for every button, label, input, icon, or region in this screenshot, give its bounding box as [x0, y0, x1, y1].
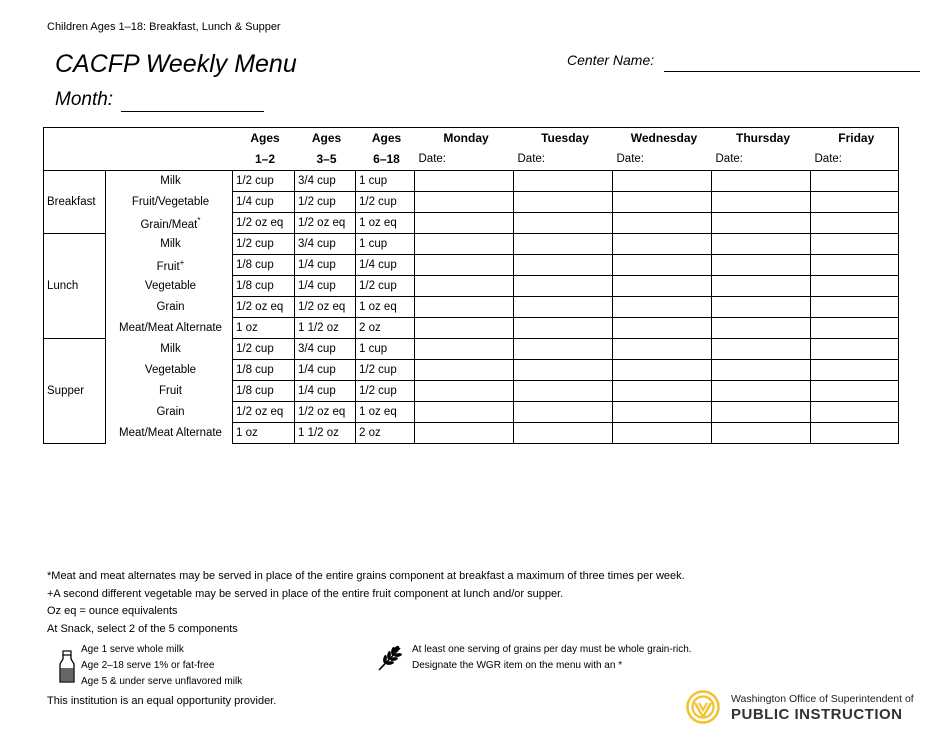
component-footnote-mark: +: [179, 257, 185, 267]
menu-entry-cell[interactable]: [613, 234, 712, 255]
day-name: Tuesday: [541, 131, 589, 145]
serving-size-cell: 3/4 cup: [295, 234, 356, 255]
component-name: Vegetable: [144, 364, 197, 376]
component-label: [106, 213, 233, 234]
table-header-row: [44, 128, 899, 171]
component-name: Meat/Meat Alternate: [119, 427, 222, 439]
component-label: [106, 339, 233, 360]
page-subtitle: Children Ages 1–18: Breakfast, Lunch & Supper: [47, 21, 281, 33]
component-label: [106, 192, 233, 213]
menu-entry-cell[interactable]: [712, 213, 811, 234]
age-header-top: Ages: [371, 131, 402, 145]
menu-entry-cell[interactable]: [712, 276, 811, 297]
serving-size-cell: 1 oz eq: [356, 297, 415, 318]
table-row: [44, 255, 899, 276]
menu-entry-cell[interactable]: [613, 192, 712, 213]
age-header-bottom: 1–2: [254, 152, 276, 166]
menu-entry-cell[interactable]: [613, 423, 712, 444]
component-label: [106, 234, 233, 255]
serving-size-cell: 1/8 cup: [233, 276, 295, 297]
milk-notes: [81, 642, 242, 690]
table-row: [44, 171, 899, 192]
serving-size-cell: 1 oz: [233, 423, 295, 444]
serving-size-cell: 1/4 cup: [295, 255, 356, 276]
menu-entry-cell[interactable]: [613, 402, 712, 423]
menu-entry-cell[interactable]: [712, 339, 811, 360]
serving-size-cell: 1/4 cup: [295, 381, 356, 402]
footnotes: [47, 568, 685, 638]
menu-entry-cell[interactable]: [514, 255, 613, 276]
menu-entry-cell[interactable]: [415, 255, 514, 276]
age-header-1-2: [233, 128, 295, 171]
menu-entry-cell[interactable]: [811, 318, 899, 339]
serving-size-cell: 1/2 oz eq: [295, 213, 356, 234]
menu-entry-cell[interactable]: [712, 360, 811, 381]
component-label: [106, 360, 233, 381]
component-name: Milk: [160, 238, 181, 250]
day-header-friday: [811, 128, 899, 171]
menu-entry-cell[interactable]: [514, 276, 613, 297]
component-name: Vegetable: [144, 280, 197, 292]
day-header-tuesday: [514, 128, 613, 171]
header-blank: [44, 128, 106, 171]
menu-entry-cell[interactable]: [712, 297, 811, 318]
serving-size-cell: 1/2 cup: [233, 234, 295, 255]
ospi-logo-icon: [686, 690, 720, 724]
menu-entry-cell[interactable]: [712, 423, 811, 444]
day-header-wednesday: [613, 128, 712, 171]
menu-entry-cell[interactable]: [613, 339, 712, 360]
menu-entry-cell[interactable]: [514, 423, 613, 444]
serving-size-cell: 2 oz: [356, 318, 415, 339]
menu-entry-cell[interactable]: [712, 381, 811, 402]
month-label: Month:: [55, 89, 114, 110]
date-label[interactable]: Date:: [715, 153, 743, 165]
table-row: [44, 234, 899, 255]
meal-name: Breakfast: [44, 171, 106, 234]
serving-size-cell: 2 oz: [356, 423, 415, 444]
center-name-label: Center Name:: [567, 52, 655, 68]
milk-note: Age 1 serve whole milk: [81, 644, 184, 655]
table-row: [44, 318, 899, 339]
grain-note: Designate the WGR item on the menu with an *: [412, 660, 623, 671]
table-row: [44, 213, 899, 234]
menu-entry-cell[interactable]: [613, 171, 712, 192]
menu-entry-cell[interactable]: [415, 360, 514, 381]
menu-entry-cell[interactable]: [712, 234, 811, 255]
wheat-icon: [376, 644, 404, 672]
menu-entry-cell[interactable]: [415, 402, 514, 423]
serving-size-cell: 3/4 cup: [295, 171, 356, 192]
meal-name: Lunch: [44, 234, 106, 339]
table-row: [44, 402, 899, 423]
day-name: Monday: [443, 131, 489, 145]
table-row: [44, 360, 899, 381]
equal-opportunity-statement: This institution is an equal opportunity provider.: [47, 695, 277, 707]
serving-size-cell: 1 cup: [356, 339, 415, 360]
menu-entry-cell[interactable]: [514, 234, 613, 255]
menu-entry-cell[interactable]: [811, 213, 899, 234]
menu-entry-cell[interactable]: [811, 255, 899, 276]
menu-entry-cell[interactable]: [514, 360, 613, 381]
component-name: Milk: [160, 343, 181, 355]
date-label[interactable]: Date:: [814, 153, 842, 165]
menu-entry-cell[interactable]: [415, 339, 514, 360]
serving-size-cell: 1 oz eq: [356, 213, 415, 234]
component-name: Fruit: [159, 385, 182, 397]
milk-note: Age 5 & under serve unflavored milk: [81, 676, 243, 687]
component-name: Grain: [156, 301, 185, 313]
component-name: Fruit/Vegetable: [131, 196, 210, 208]
menu-entry-cell[interactable]: [811, 192, 899, 213]
menu-entry-cell[interactable]: [514, 192, 613, 213]
menu-entry-cell[interactable]: [811, 402, 899, 423]
logo-line-2: PUBLIC INSTRUCTION: [731, 706, 903, 723]
menu-entry-cell[interactable]: [811, 360, 899, 381]
footnote: At Snack, select 2 of the 5 components: [47, 622, 238, 635]
serving-size-cell: 1/4 cup: [295, 360, 356, 381]
serving-size-cell: 1/2 cup: [295, 192, 356, 213]
menu-entry-cell[interactable]: [712, 318, 811, 339]
day-header-thursday: [712, 128, 811, 171]
table-row: [44, 297, 899, 318]
table-row: [44, 423, 899, 444]
serving-size-cell: 1 oz eq: [356, 402, 415, 423]
component-label: [106, 171, 233, 192]
menu-entry-cell[interactable]: [613, 276, 712, 297]
menu-entry-cell[interactable]: [712, 171, 811, 192]
logo-line-1: Washington Office of Superintendent of: [731, 693, 914, 705]
serving-size-cell: 1 cup: [356, 171, 415, 192]
serving-size-cell: 1/2 cup: [356, 360, 415, 381]
date-label[interactable]: Date:: [517, 153, 545, 165]
menu-entry-cell[interactable]: [415, 297, 514, 318]
menu-entry-cell[interactable]: [712, 255, 811, 276]
component-label: [106, 402, 233, 423]
component-label: [106, 276, 233, 297]
serving-size-cell: 1/4 cup: [295, 276, 356, 297]
footnote: +A second different vegetable may be served in place of the entire fruit component at lunch and/or supper.: [47, 587, 564, 600]
grain-note: At least one serving of grains per day must be whole grain-rich.: [412, 644, 692, 655]
day-name: Wednesday: [630, 131, 698, 145]
menu-entry-cell[interactable]: [415, 381, 514, 402]
menu-entry-cell[interactable]: [613, 297, 712, 318]
date-label[interactable]: Date:: [616, 153, 644, 165]
serving-size-cell: 1 1/2 oz: [295, 423, 356, 444]
menu-entry-cell[interactable]: [514, 297, 613, 318]
menu-entry-cell[interactable]: [613, 381, 712, 402]
serving-size-cell: 1/4 cup: [356, 255, 415, 276]
serving-size-cell: 1/2 oz eq: [295, 297, 356, 318]
table-row: [44, 192, 899, 213]
menu-entry-cell[interactable]: [811, 297, 899, 318]
menu-entry-cell[interactable]: [514, 402, 613, 423]
serving-size-cell: 1/2 cup: [356, 381, 415, 402]
menu-entry-cell[interactable]: [811, 276, 899, 297]
component-label: [106, 381, 233, 402]
serving-size-cell: 3/4 cup: [295, 339, 356, 360]
serving-size-cell: 1/2 oz eq: [295, 402, 356, 423]
page-title: CACFP Weekly Menu: [55, 50, 297, 78]
serving-size-cell: 1 cup: [356, 234, 415, 255]
serving-size-cell: 1/4 cup: [233, 192, 295, 213]
age-header-3-5: [295, 128, 356, 171]
serving-size-cell: 1/2 cup: [356, 192, 415, 213]
menu-entry-cell[interactable]: [415, 276, 514, 297]
menu-entry-cell[interactable]: [514, 318, 613, 339]
menu-entry-cell[interactable]: [712, 402, 811, 423]
menu-entry-cell[interactable]: [811, 234, 899, 255]
component-label: [106, 255, 233, 276]
menu-entry-cell[interactable]: [811, 423, 899, 444]
center-name-field[interactable]: [664, 71, 920, 72]
footnote: *Meat and meat alternates may be served in place of the entire grains component at breakfast a maximum of three times per week.: [47, 570, 685, 582]
serving-size-cell: 1 oz: [233, 318, 295, 339]
age-header-bottom: 6–18: [373, 152, 400, 166]
component-name: Grain/Meat: [140, 218, 198, 231]
header-blank: [106, 128, 233, 171]
day-header-monday: [415, 128, 514, 171]
serving-size-cell: 1/2 cup: [233, 171, 295, 192]
menu-table: [43, 127, 899, 444]
menu-entry-cell[interactable]: [811, 171, 899, 192]
menu-entry-cell[interactable]: [613, 360, 712, 381]
table-row: [44, 276, 899, 297]
serving-size-cell: 1/2 oz eq: [233, 213, 295, 234]
component-label: [106, 318, 233, 339]
menu-entry-cell[interactable]: [415, 234, 514, 255]
day-name: Thursday: [735, 131, 790, 145]
menu-entry-cell[interactable]: [415, 192, 514, 213]
menu-entry-cell[interactable]: [415, 423, 514, 444]
serving-size-cell: 1/2 cup: [233, 339, 295, 360]
component-name: Grain: [156, 406, 185, 418]
serving-size-cell: 1/2 oz eq: [233, 297, 295, 318]
milk-bottle-icon: [57, 650, 77, 684]
serving-size-cell: 1 1/2 oz: [295, 318, 356, 339]
serving-size-cell: 1/8 cup: [233, 360, 295, 381]
serving-size-cell: 1/2 oz eq: [233, 402, 295, 423]
day-name: Friday: [838, 131, 875, 145]
component-footnote-mark: *: [197, 215, 201, 225]
grain-notes: [412, 642, 692, 674]
menu-entry-cell[interactable]: [415, 171, 514, 192]
serving-size-cell: 1/2 cup: [356, 276, 415, 297]
component-label: [106, 297, 233, 318]
age-header-bottom: 3–5: [316, 152, 337, 166]
menu-entry-cell[interactable]: [613, 318, 712, 339]
meal-name: Supper: [44, 339, 106, 444]
component-label: [106, 423, 233, 444]
menu-entry-cell[interactable]: [811, 381, 899, 402]
age-header-top: Ages: [250, 131, 280, 145]
menu-entry-cell[interactable]: [514, 381, 613, 402]
menu-entry-cell[interactable]: [514, 339, 613, 360]
serving-size-cell: 1/8 cup: [233, 255, 295, 276]
month-field[interactable]: [121, 111, 264, 112]
date-label[interactable]: Date:: [418, 153, 446, 165]
menu-entry-cell[interactable]: [712, 192, 811, 213]
menu-entry-cell[interactable]: [514, 171, 613, 192]
serving-size-cell: 1/8 cup: [233, 381, 295, 402]
age-header-top: Ages: [311, 131, 342, 145]
table-row: [44, 339, 899, 360]
menu-entry-cell[interactable]: [613, 255, 712, 276]
menu-entry-cell[interactable]: [415, 318, 514, 339]
milk-note: Age 2–18 serve 1% or fat-free: [81, 660, 215, 671]
component-name: Milk: [160, 175, 181, 188]
age-header-6-18: [356, 128, 415, 171]
footnote: Oz eq = ounce equivalents: [47, 605, 178, 617]
component-name: Meat/Meat Alternate: [119, 322, 222, 334]
component-name: Fruit: [156, 260, 180, 273]
menu-entry-cell[interactable]: [811, 339, 899, 360]
menu-entry-cell[interactable]: [514, 213, 613, 234]
menu-entry-cell[interactable]: [415, 213, 514, 234]
menu-entry-cell[interactable]: [613, 213, 712, 234]
table-row: [44, 381, 899, 402]
